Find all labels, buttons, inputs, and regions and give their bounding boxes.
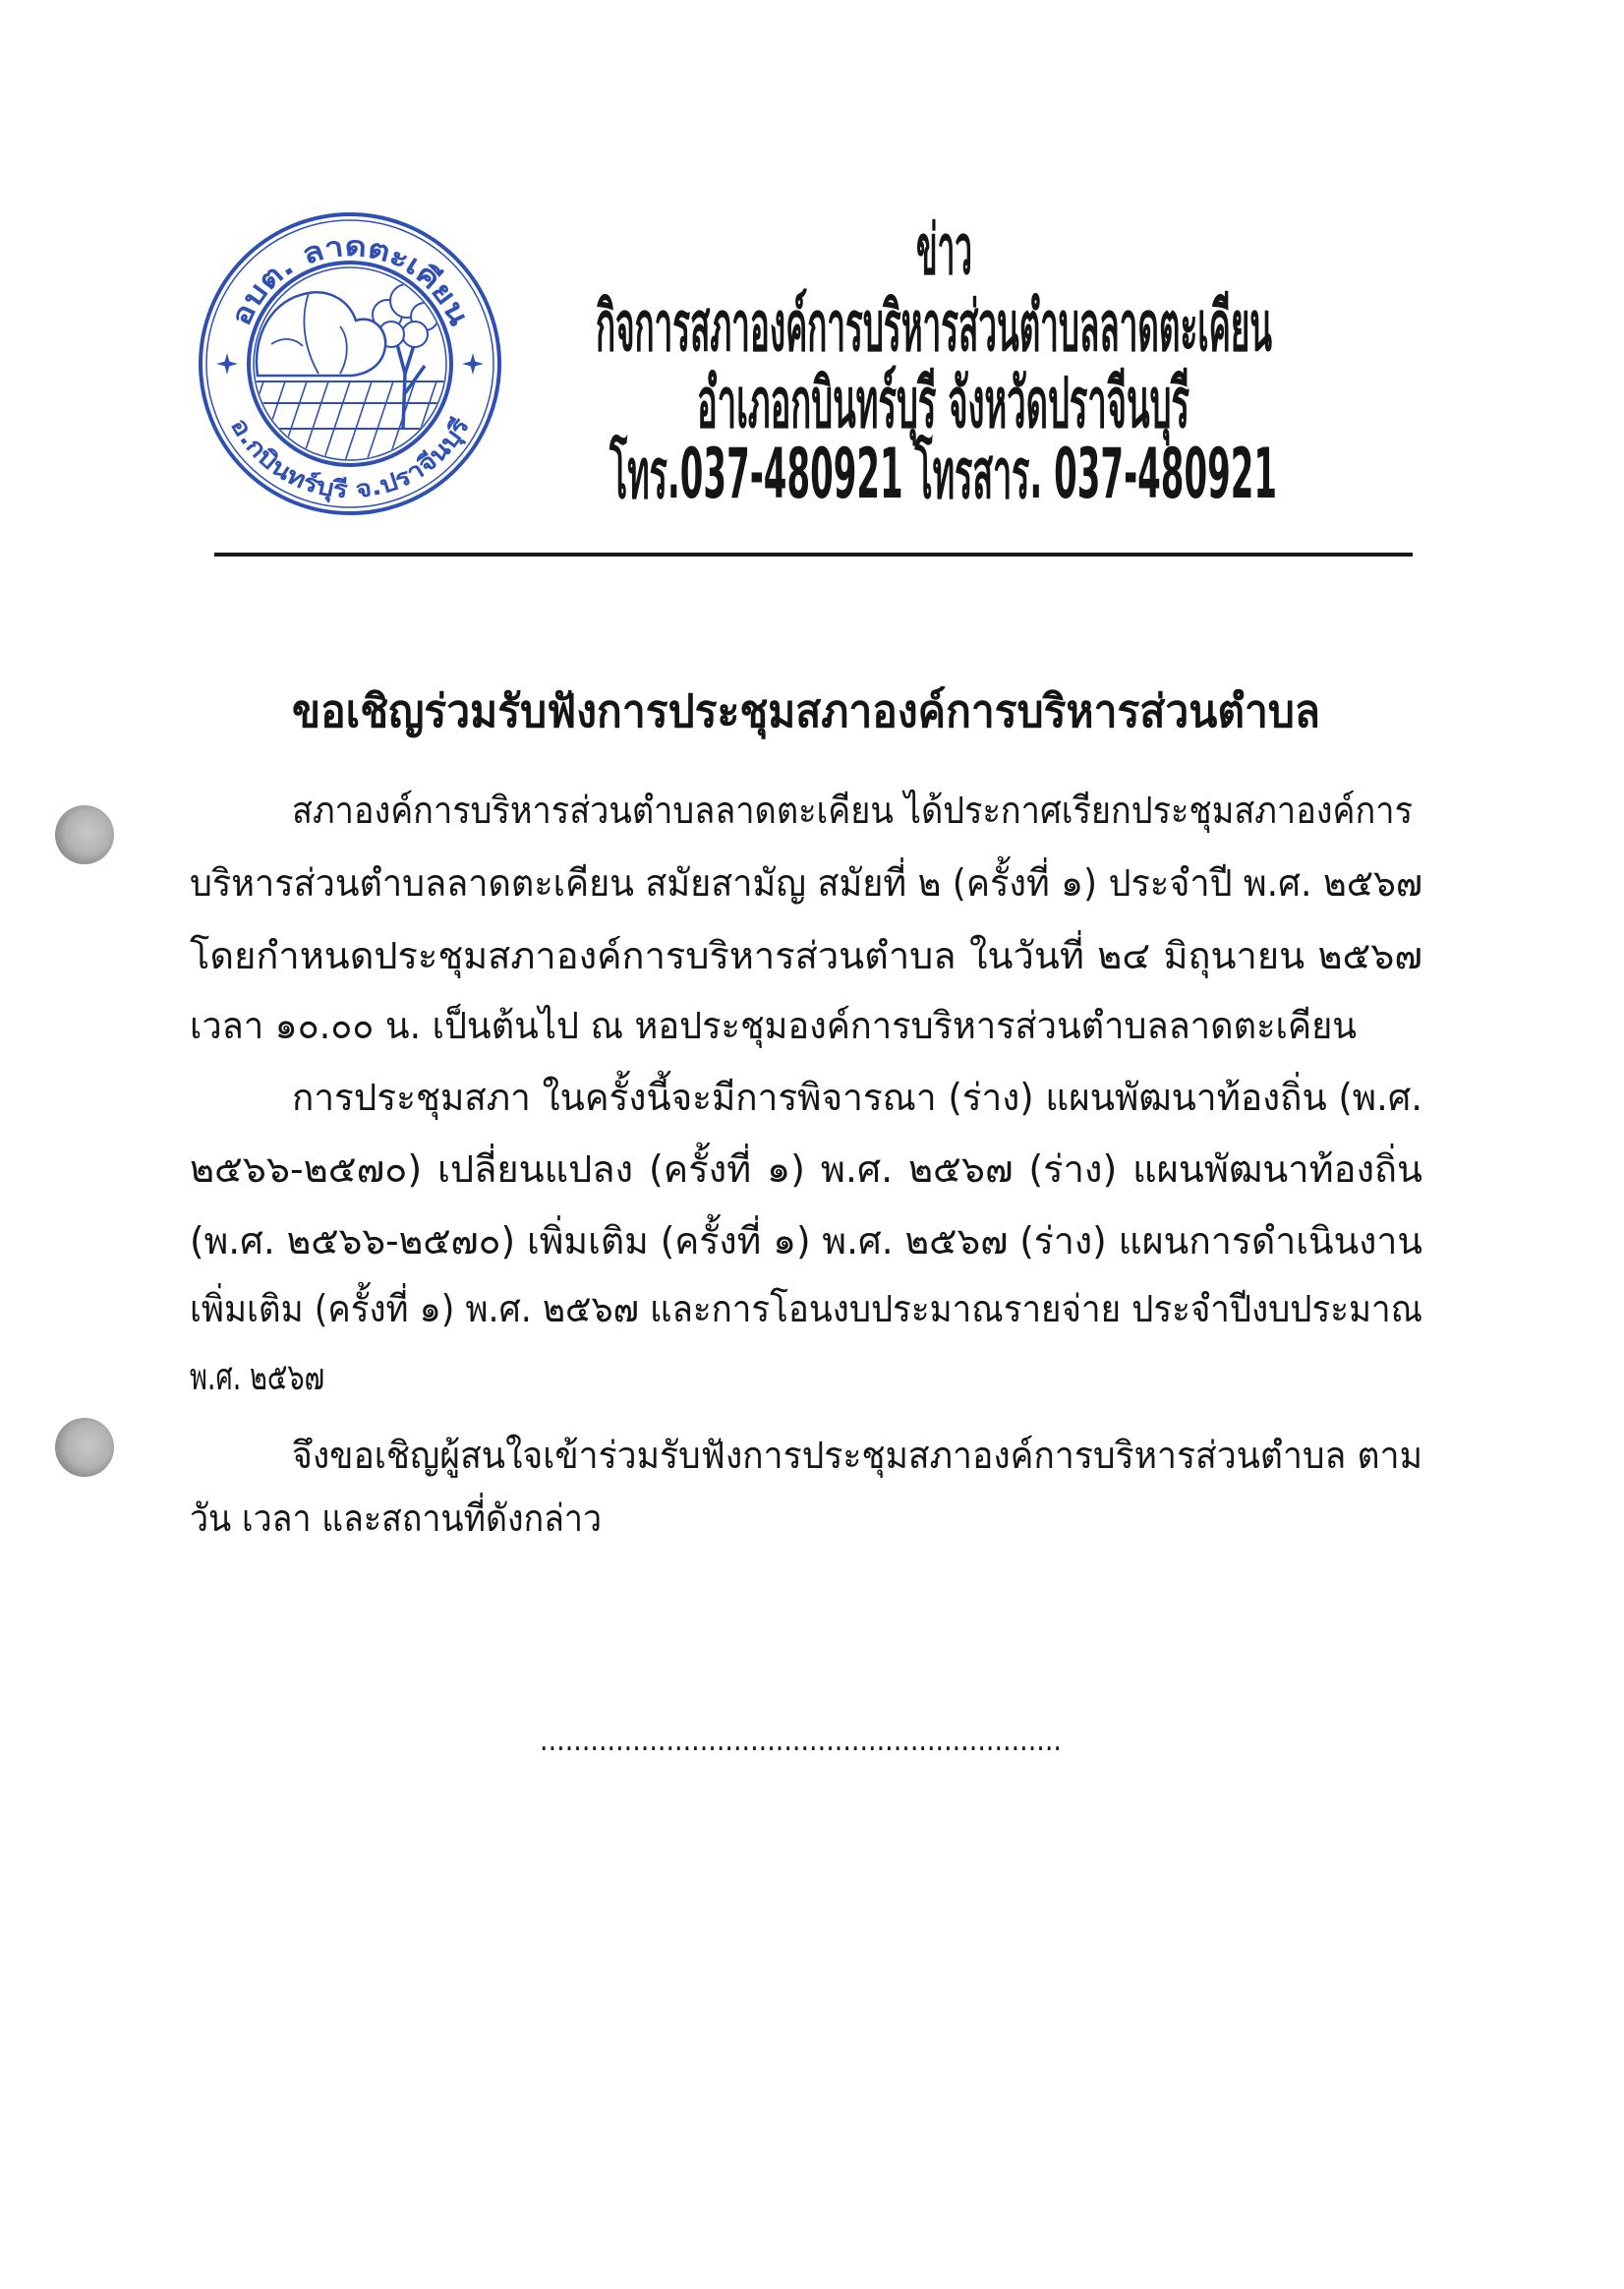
seal-top-text-path: อบต. ลาดตะเคียน: [224, 229, 474, 330]
header-organization: กิจการสภาองค์การบริหารส่วนตำบลลาดตะเคียน: [596, 286, 1272, 367]
text-line: พ.ศ. ๒๕๖๗: [190, 1355, 324, 1398]
document-title: ขอเชิญร่วมรับฟังการประชุมสภาองค์การบริหารส่วนตำบล: [292, 684, 1320, 737]
text-line: จึงขอเชิญผู้สนใจเข้าร่วมรับฟังการประชุมสภาองค์การบริหารส่วนตำบล ตาม: [292, 1434, 1422, 1477]
punch-hole-top: [55, 805, 114, 864]
seal-left-flower-icon: [216, 353, 238, 375]
text-line: บริหารส่วนตำบลลาดตะเคียน สมัยสามัญ สมัยที่ ๒ (ครั้งที่ ๑) ประจำปี พ.ศ. ๒๕๖๗: [190, 861, 1422, 905]
text-line: โดยกำหนดประชุมสภาองค์การบริหารส่วนตำบล ในวันที่ ๒๔ มิถุนายน ๒๕๖๗: [190, 934, 1422, 977]
seal-right-flower-icon: [462, 353, 484, 375]
text-line: ๒๕๖๖-๒๕๗๐) เปลี่ยนแปลง (ครั้งที่ ๑) พ.ศ. ๒๕๖๗ (ร่าง) แผนพัฒนาท้องถิ่น: [190, 1147, 1422, 1191]
punch-hole-bottom: [55, 1418, 114, 1477]
header-divider: [214, 553, 1413, 557]
organization-seal: [193, 206, 507, 521]
header-location: อำเภอกบินทร์บุรี จังหวัดปราจีนบุรี: [697, 363, 1189, 443]
seal-bottom-text-path: อ.กบินทร์บุรี จ.ปราจีนบุรี: [225, 413, 474, 504]
text-line: สภาองค์การบริหารส่วนตำบลลาดตะเคียน ได้ประกาศเรียกประชุมสภาองค์การ: [292, 789, 1413, 832]
text-line: เพิ่มเติม (ครั้งที่ ๑) พ.ศ. ๒๕๖๗ และการโอนงบประมาณรายจ่าย ประจำปีงบประมาณ: [190, 1287, 1422, 1330]
closing-dotted-line: ..............................................................: [540, 1724, 1062, 1758]
header-label: ข่าว: [916, 209, 972, 290]
seal-figure-icon: [257, 292, 385, 376]
text-line: เวลา ๑๐.๐๐ น. เป็นต้นไป ณ หอประชุมองค์การบริหารส่วนตำบลลาดตะเคียน: [190, 1004, 1357, 1047]
text-line: วัน เวลา และสถานที่ดังกล่าว: [190, 1497, 602, 1540]
seal-bottom-text: [225, 413, 475, 504]
text-line: การประชุมสภา ในครั้งนี้จะมีการพิจารณา (ร่าง) แผนพัฒนาท้องถิ่น (พ.ศ.: [292, 1076, 1422, 1119]
header-contact: โทร.037-480921 โทรสาร. 037-480921: [609, 434, 1277, 514]
text-line: (พ.ศ. ๒๕๖๖-๒๕๗๐) เพิ่มเติม (ครั้งที่ ๑) พ.ศ. ๒๕๖๗ (ร่าง) แผนการดำเนินงาน: [190, 1219, 1422, 1262]
